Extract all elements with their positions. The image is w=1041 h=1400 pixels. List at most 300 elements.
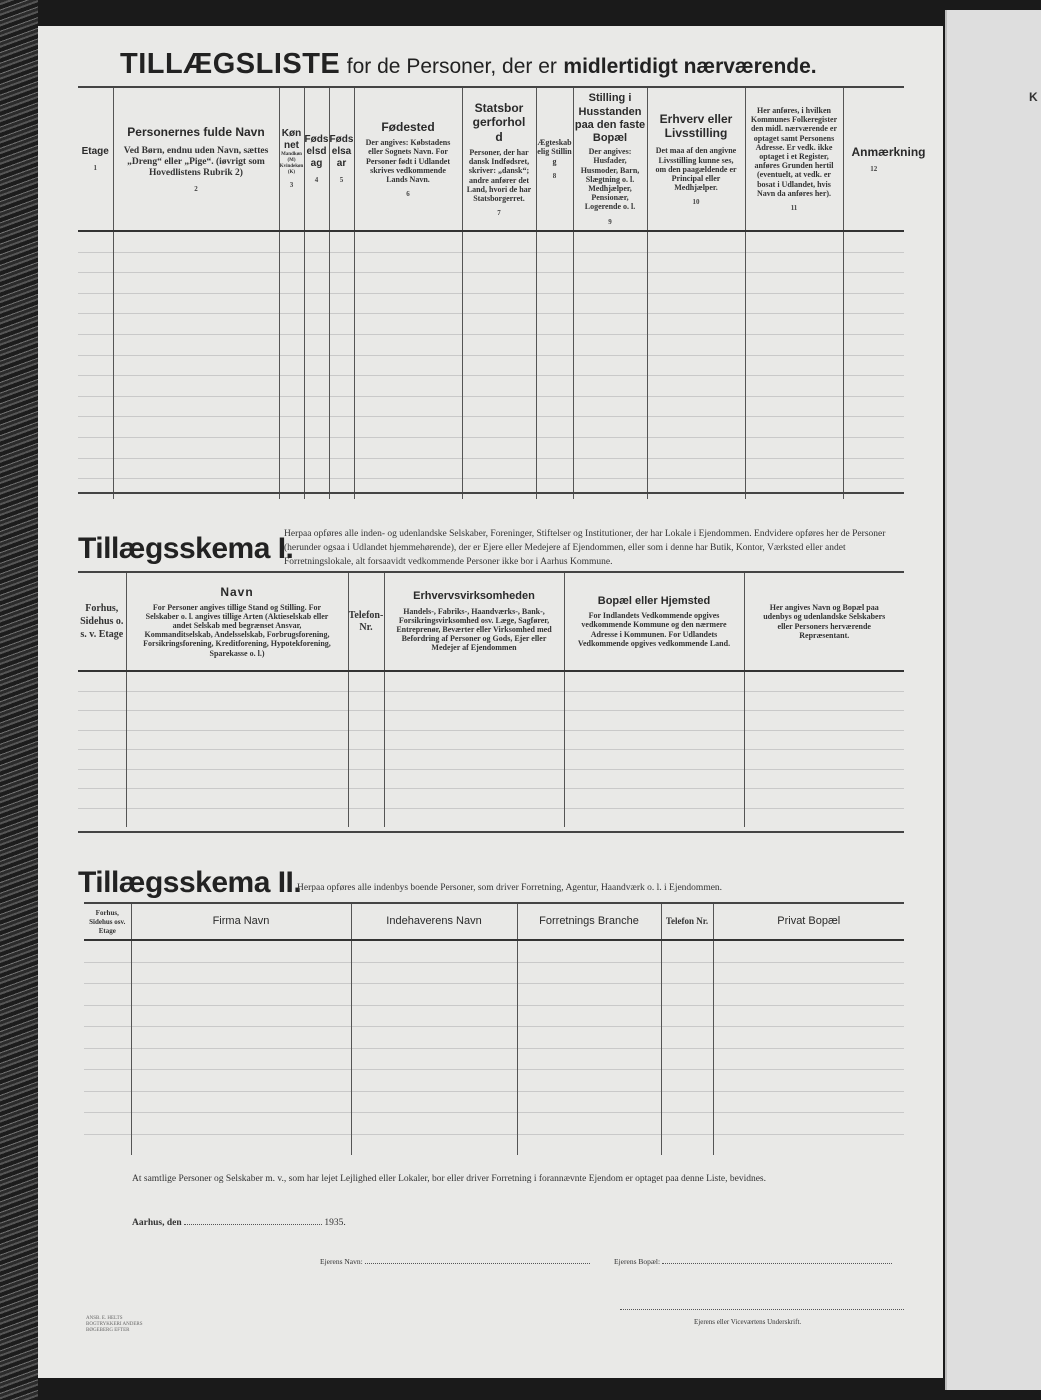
list-cell[interactable] xyxy=(843,437,904,458)
list-cell[interactable] xyxy=(462,458,536,479)
list-cell[interactable] xyxy=(462,314,536,335)
adjacent-page xyxy=(945,10,1041,1390)
list-cell[interactable] xyxy=(78,479,113,499)
skema1-row xyxy=(78,789,904,809)
skema2-cell[interactable] xyxy=(517,962,661,984)
list-cell[interactable] xyxy=(745,273,843,294)
list-cell[interactable] xyxy=(113,355,279,376)
list-cell[interactable] xyxy=(843,334,904,355)
skema1-cell[interactable] xyxy=(564,789,744,809)
skema2-cell[interactable] xyxy=(131,962,351,984)
list-cell[interactable] xyxy=(462,417,536,438)
list-cell[interactable] xyxy=(279,231,304,252)
list-row xyxy=(78,273,904,294)
list-cell[interactable] xyxy=(843,376,904,397)
skema1-cell[interactable] xyxy=(78,711,126,731)
owner-name-line xyxy=(320,1257,590,1266)
list-cell[interactable] xyxy=(113,376,279,397)
skema1-cell[interactable] xyxy=(126,671,348,691)
list-cell[interactable] xyxy=(573,355,647,376)
list-cell[interactable] xyxy=(745,417,843,438)
skema2-cell[interactable] xyxy=(131,940,351,962)
list-cell[interactable] xyxy=(113,293,279,314)
skema2-cell[interactable] xyxy=(661,1027,713,1049)
skema2-cell[interactable] xyxy=(351,1027,517,1049)
skema1-cell[interactable] xyxy=(78,750,126,770)
list-cell[interactable] xyxy=(462,437,536,458)
list-cell[interactable] xyxy=(304,231,329,252)
skema2-cell[interactable] xyxy=(84,1005,131,1027)
skema2-cell[interactable] xyxy=(131,1134,351,1155)
list-cell[interactable] xyxy=(304,437,329,458)
owner-name-field[interactable] xyxy=(365,1263,590,1264)
skema1-cell[interactable] xyxy=(744,730,904,750)
list-cell[interactable] xyxy=(745,314,843,335)
list-cell[interactable] xyxy=(573,314,647,335)
skema2-cell[interactable] xyxy=(713,1027,904,1049)
skema2-cell[interactable] xyxy=(84,1027,131,1049)
list-cell[interactable] xyxy=(462,479,536,499)
list-cell[interactable] xyxy=(573,273,647,294)
list-cell[interactable] xyxy=(573,479,647,499)
list-cell[interactable] xyxy=(843,355,904,376)
col-foedselsdag: Fødselsdag 4 xyxy=(304,88,329,231)
list-cell[interactable] xyxy=(279,376,304,397)
skema1-cell[interactable] xyxy=(744,789,904,809)
list-cell[interactable] xyxy=(843,314,904,335)
skema2-cell[interactable] xyxy=(351,962,517,984)
skema2-cell[interactable] xyxy=(517,984,661,1006)
list-cell[interactable] xyxy=(573,458,647,479)
list-cell[interactable] xyxy=(354,355,462,376)
list-cell[interactable] xyxy=(745,437,843,458)
list-cell[interactable] xyxy=(329,293,354,314)
footer-statement: At samtlige Personer og Selskaber m. v., som har lejet Lejlighed eller Lokaler, bor eller driver Forretning i forannævnte Ejendom er optaget paa denne Liste, bevidnes. xyxy=(132,1174,766,1184)
skema2-cell[interactable] xyxy=(84,1113,131,1135)
skema2-cell[interactable] xyxy=(713,1070,904,1092)
list-cell[interactable] xyxy=(536,396,573,417)
skema2-cell[interactable] xyxy=(517,1005,661,1027)
list-cell[interactable] xyxy=(745,252,843,273)
skema1-cell[interactable] xyxy=(744,769,904,789)
list-cell[interactable] xyxy=(745,396,843,417)
list-cell[interactable] xyxy=(329,417,354,438)
list-cell[interactable] xyxy=(304,273,329,294)
skema1-cell[interactable] xyxy=(78,789,126,809)
list-cell[interactable] xyxy=(113,479,279,499)
list-cell[interactable] xyxy=(573,231,647,252)
list-cell[interactable] xyxy=(573,437,647,458)
list-cell[interactable] xyxy=(113,417,279,438)
skema2-cell[interactable] xyxy=(351,1113,517,1135)
skema2-cell[interactable] xyxy=(131,1048,351,1070)
list-cell[interactable] xyxy=(113,396,279,417)
skema2-cell[interactable] xyxy=(661,1048,713,1070)
skema2-cell[interactable] xyxy=(131,1027,351,1049)
skema1-row xyxy=(78,671,904,691)
date-field[interactable] xyxy=(184,1224,322,1225)
skema2-cell[interactable] xyxy=(713,1005,904,1027)
footer-place-label: Aarhus, den xyxy=(132,1218,182,1228)
list-cell[interactable] xyxy=(78,376,113,397)
list-cell[interactable] xyxy=(647,314,745,335)
skema2-row xyxy=(84,940,904,962)
list-cell[interactable] xyxy=(78,437,113,458)
list-cell[interactable] xyxy=(113,231,279,252)
list-cell[interactable] xyxy=(78,314,113,335)
list-cell[interactable] xyxy=(304,293,329,314)
skema1-cell[interactable] xyxy=(126,769,348,789)
list-cell[interactable] xyxy=(843,396,904,417)
skema1-cell[interactable] xyxy=(384,671,564,691)
list-cell[interactable] xyxy=(304,479,329,499)
list-cell[interactable] xyxy=(329,396,354,417)
list-cell[interactable] xyxy=(536,355,573,376)
skema2-cell[interactable] xyxy=(131,1113,351,1135)
skema1-cell[interactable] xyxy=(564,808,744,827)
list-cell[interactable] xyxy=(536,417,573,438)
skema2-table xyxy=(84,904,904,1155)
list-cell[interactable] xyxy=(536,293,573,314)
list-cell[interactable] xyxy=(536,376,573,397)
skema1-cell[interactable] xyxy=(78,691,126,711)
skema1-cell[interactable] xyxy=(126,808,348,827)
skema1-cell[interactable] xyxy=(348,769,384,789)
skema1-cell[interactable] xyxy=(564,730,744,750)
list-cell[interactable] xyxy=(329,252,354,273)
skema2-row xyxy=(84,1070,904,1092)
list-cell[interactable] xyxy=(354,314,462,335)
list-cell[interactable] xyxy=(647,396,745,417)
list-cell[interactable] xyxy=(536,252,573,273)
skema2-cell[interactable] xyxy=(517,940,661,962)
list-cell[interactable] xyxy=(573,293,647,314)
skema2-cell[interactable] xyxy=(661,1113,713,1135)
skema1-cell[interactable] xyxy=(744,671,904,691)
list-cell[interactable] xyxy=(78,396,113,417)
skema2-cell[interactable] xyxy=(517,1134,661,1155)
list-cell[interactable] xyxy=(647,293,745,314)
skema2-cell[interactable] xyxy=(713,1113,904,1135)
list-cell[interactable] xyxy=(279,273,304,294)
tillaegsliste-table xyxy=(78,88,926,499)
s2-col-etage: Forhus, Sidehus osv. Etage xyxy=(89,908,126,936)
list-cell[interactable] xyxy=(329,314,354,335)
skema2-cell[interactable] xyxy=(84,1091,131,1113)
list-cell[interactable] xyxy=(78,293,113,314)
skema2-cell[interactable] xyxy=(661,1134,713,1155)
list-cell[interactable] xyxy=(279,293,304,314)
list-cell[interactable] xyxy=(113,334,279,355)
list-cell[interactable] xyxy=(304,314,329,335)
list-cell[interactable] xyxy=(573,252,647,273)
list-cell[interactable] xyxy=(647,437,745,458)
list-cell[interactable] xyxy=(462,273,536,294)
skema2-cell[interactable] xyxy=(84,1134,131,1155)
skema2-cell[interactable] xyxy=(84,962,131,984)
skema1-cell[interactable] xyxy=(126,750,348,770)
skema2-cell[interactable] xyxy=(84,940,131,962)
list-cell[interactable] xyxy=(647,252,745,273)
skema2-cell[interactable] xyxy=(351,1048,517,1070)
skema1-cell[interactable] xyxy=(384,750,564,770)
list-cell[interactable] xyxy=(78,355,113,376)
list-cell[interactable] xyxy=(462,252,536,273)
skema2-cell[interactable] xyxy=(517,1027,661,1049)
skema1-cell[interactable] xyxy=(744,750,904,770)
list-cell[interactable] xyxy=(647,231,745,252)
list-cell[interactable] xyxy=(354,231,462,252)
list-cell[interactable] xyxy=(329,458,354,479)
skema2-cell[interactable] xyxy=(517,1048,661,1070)
skema2-cell[interactable] xyxy=(661,984,713,1006)
list-cell[interactable] xyxy=(647,458,745,479)
col-erhverv: Erhverv eller Livsstilling Det maa af den angivne Livsstilling kunne ses, om den paagældende er Principal eller Medhjælper. 10 xyxy=(647,88,745,231)
skema1-cell[interactable] xyxy=(348,691,384,711)
skema1-cell[interactable] xyxy=(78,769,126,789)
list-cell[interactable] xyxy=(113,314,279,335)
list-cell[interactable] xyxy=(329,273,354,294)
skema2-cell[interactable] xyxy=(131,1005,351,1027)
list-cell[interactable] xyxy=(113,273,279,294)
list-cell[interactable] xyxy=(745,376,843,397)
list-cell[interactable] xyxy=(354,437,462,458)
skema2-description: Herpaa opføres alle indenbys boende Personer, som driver Forretning, Agentur, Haandværk o. l. i Ejendommen. xyxy=(297,883,723,893)
skema1-cell[interactable] xyxy=(348,750,384,770)
list-cell[interactable] xyxy=(536,437,573,458)
skema2-cell[interactable] xyxy=(84,1070,131,1092)
list-cell[interactable] xyxy=(279,396,304,417)
list-cell[interactable] xyxy=(304,355,329,376)
list-cell[interactable] xyxy=(279,458,304,479)
list-cell[interactable] xyxy=(78,417,113,438)
s1-col-navn: Navn For Personer angives tillige Stand og Stilling. For Selskaber o. l. angives tillige Arten (Aktieselskab eller andet Selskab med begrænset Ansvar, Kommanditselskab, Andelsselskab, Forbrugsforening, Forsikringsforening, Kreditforening, Hypotekforening, Sparekasse o. l.) xyxy=(126,573,348,671)
list-cell[interactable] xyxy=(843,273,904,294)
title-main: TILLÆGSLISTE xyxy=(120,48,341,80)
title-mid: for de Personer, der er xyxy=(346,55,557,78)
list-cell[interactable] xyxy=(354,334,462,355)
list-row xyxy=(78,334,904,355)
s1-col-erhverv: Erhvervsvirksomheden Handels-, Fabriks-, Haandværks-, Bank-, Forsikringsvirksomhed osv. Læge, Sagfører, Entreprenør, Beværter eller Virksomhed med Befordring af Personer og Gods, Ejer eller Medejer af Ejendommen xyxy=(384,573,564,671)
owner-address-field[interactable] xyxy=(662,1263,892,1264)
skema2-row xyxy=(84,1134,904,1155)
list-cell[interactable] xyxy=(745,334,843,355)
skema1-cell[interactable] xyxy=(564,671,744,691)
list-cell[interactable] xyxy=(573,334,647,355)
skema1-cell[interactable] xyxy=(384,789,564,809)
list-cell[interactable] xyxy=(647,355,745,376)
skema2-cell[interactable] xyxy=(661,1070,713,1092)
skema2-cell[interactable] xyxy=(713,1134,904,1155)
skema1-cell[interactable] xyxy=(564,711,744,731)
list-cell[interactable] xyxy=(745,479,843,499)
list-cell[interactable] xyxy=(279,334,304,355)
list-cell[interactable] xyxy=(354,479,462,499)
list-cell[interactable] xyxy=(113,252,279,273)
skema2-cell[interactable] xyxy=(661,962,713,984)
list-cell[interactable] xyxy=(462,396,536,417)
list-cell[interactable] xyxy=(113,437,279,458)
list-cell[interactable] xyxy=(329,231,354,252)
list-cell[interactable] xyxy=(354,293,462,314)
list-cell[interactable] xyxy=(462,355,536,376)
list-cell[interactable] xyxy=(354,273,462,294)
list-row xyxy=(78,231,904,252)
s1-col-telefon: Telefon-Nr. xyxy=(348,573,384,671)
list-cell[interactable] xyxy=(113,458,279,479)
list-cell[interactable] xyxy=(354,252,462,273)
list-cell[interactable] xyxy=(354,376,462,397)
list-cell[interactable] xyxy=(279,479,304,499)
col-folkeregister: Her anføres, i hvilken Kommunes Folkeregister den midl. nærværende er optaget samt Personens Adresse. Er vedk. ikke optaget i et Register, anføres Grunden hertil (eventuelt, at vedk. er bosat i Udlandet, hvis Navn da anføres her). 11 xyxy=(745,88,843,231)
list-cell[interactable] xyxy=(647,417,745,438)
skema1-bottom-rule xyxy=(78,831,904,833)
skema1-cell[interactable] xyxy=(384,730,564,750)
list-cell[interactable] xyxy=(78,252,113,273)
skema2-cell[interactable] xyxy=(661,1091,713,1113)
list-cell[interactable] xyxy=(536,231,573,252)
skema2-cell[interactable] xyxy=(661,940,713,962)
list-cell[interactable] xyxy=(745,231,843,252)
list-cell[interactable] xyxy=(536,314,573,335)
s2-col-firma: Firma Navn xyxy=(131,904,351,940)
skema1-cell[interactable] xyxy=(126,711,348,731)
skema2-cell[interactable] xyxy=(713,940,904,962)
list-cell[interactable] xyxy=(354,396,462,417)
list-cell[interactable] xyxy=(354,417,462,438)
list-cell[interactable] xyxy=(462,231,536,252)
list-cell[interactable] xyxy=(354,458,462,479)
list-cell[interactable] xyxy=(304,334,329,355)
skema1-cell[interactable] xyxy=(384,691,564,711)
list-cell[interactable] xyxy=(573,396,647,417)
skema1-cell[interactable] xyxy=(348,711,384,731)
skema2-cell[interactable] xyxy=(351,984,517,1006)
list-cell[interactable] xyxy=(462,293,536,314)
skema1-cell[interactable] xyxy=(564,691,744,711)
skema2-cell[interactable] xyxy=(713,984,904,1006)
footer-year: 1935. xyxy=(324,1218,346,1228)
skema2-cell[interactable] xyxy=(84,1048,131,1070)
skema1-cell[interactable] xyxy=(744,711,904,731)
skema1-cell[interactable] xyxy=(126,730,348,750)
list-cell[interactable] xyxy=(843,293,904,314)
skema2-cell[interactable] xyxy=(131,1091,351,1113)
skema1-cell[interactable] xyxy=(348,671,384,691)
skema1-cell[interactable] xyxy=(126,789,348,809)
skema2-cell[interactable] xyxy=(351,1134,517,1155)
skema1-cell[interactable] xyxy=(348,730,384,750)
skema1-cell[interactable] xyxy=(78,671,126,691)
list-cell[interactable] xyxy=(745,458,843,479)
skema1-cell[interactable] xyxy=(564,750,744,770)
list-cell[interactable] xyxy=(304,376,329,397)
list-cell[interactable] xyxy=(573,376,647,397)
skema1-cell[interactable] xyxy=(126,691,348,711)
skema1-cell[interactable] xyxy=(348,808,384,827)
list-cell[interactable] xyxy=(329,437,354,458)
skema2-cell[interactable] xyxy=(713,1048,904,1070)
skema1-cell[interactable] xyxy=(78,808,126,827)
list-cell[interactable] xyxy=(843,458,904,479)
list-cell[interactable] xyxy=(304,396,329,417)
list-cell[interactable] xyxy=(279,252,304,273)
skema2-row xyxy=(84,1027,904,1049)
list-cell[interactable] xyxy=(536,273,573,294)
list-cell[interactable] xyxy=(536,479,573,499)
skema2-cell[interactable] xyxy=(351,1005,517,1027)
list-cell[interactable] xyxy=(329,479,354,499)
list-cell[interactable] xyxy=(279,437,304,458)
skema2-cell[interactable] xyxy=(713,962,904,984)
list-cell[interactable] xyxy=(279,314,304,335)
skema2-cell[interactable] xyxy=(351,1070,517,1092)
skema2-cell[interactable] xyxy=(713,1091,904,1113)
list-cell[interactable] xyxy=(647,479,745,499)
list-cell[interactable] xyxy=(304,417,329,438)
skema1-cell[interactable] xyxy=(744,691,904,711)
list-cell[interactable] xyxy=(745,293,843,314)
adjacent-page-letter: K xyxy=(1029,90,1038,104)
list-cell[interactable] xyxy=(329,376,354,397)
skema2-cell[interactable] xyxy=(84,984,131,1006)
list-cell[interactable] xyxy=(843,252,904,273)
skema2-cell[interactable] xyxy=(131,1070,351,1092)
list-cell[interactable] xyxy=(78,334,113,355)
list-cell[interactable] xyxy=(78,458,113,479)
skema2-cell[interactable] xyxy=(351,1091,517,1113)
skema1-cell[interactable] xyxy=(78,730,126,750)
skema1-cell[interactable] xyxy=(384,769,564,789)
list-cell[interactable] xyxy=(279,417,304,438)
list-cell[interactable] xyxy=(78,231,113,252)
skema2-cell[interactable] xyxy=(351,940,517,962)
list-cell[interactable] xyxy=(78,273,113,294)
skema2-row xyxy=(84,1091,904,1113)
s2-col-branche: Forretnings Branche xyxy=(517,904,661,940)
skema2-cell[interactable] xyxy=(131,984,351,1006)
signature-field[interactable] xyxy=(620,1308,904,1310)
skema1-cell[interactable] xyxy=(384,808,564,827)
list-cell[interactable] xyxy=(279,355,304,376)
skema2-cell[interactable] xyxy=(517,1091,661,1113)
list-cell[interactable] xyxy=(745,355,843,376)
list-cell[interactable] xyxy=(647,376,745,397)
list-cell[interactable] xyxy=(304,458,329,479)
list-cell[interactable] xyxy=(647,273,745,294)
list-cell[interactable] xyxy=(329,355,354,376)
skema1-cell[interactable] xyxy=(744,808,904,827)
list-cell[interactable] xyxy=(536,458,573,479)
skema2-cell[interactable] xyxy=(517,1070,661,1092)
skema1-cell[interactable] xyxy=(384,711,564,731)
list-cell[interactable] xyxy=(573,417,647,438)
list-cell[interactable] xyxy=(329,334,354,355)
list-cell[interactable] xyxy=(304,252,329,273)
skema2-cell[interactable] xyxy=(661,1005,713,1027)
list-cell[interactable] xyxy=(647,334,745,355)
skema2-cell[interactable] xyxy=(517,1113,661,1135)
skema1-cell[interactable] xyxy=(564,769,744,789)
list-cell[interactable] xyxy=(536,334,573,355)
list-cell[interactable] xyxy=(843,479,904,499)
skema1-cell[interactable] xyxy=(348,789,384,809)
skema1-title: Tillægsskema I. xyxy=(78,532,294,565)
list-cell[interactable] xyxy=(843,417,904,438)
list-cell[interactable] xyxy=(462,334,536,355)
list-cell[interactable] xyxy=(462,376,536,397)
list-cell[interactable] xyxy=(843,231,904,252)
